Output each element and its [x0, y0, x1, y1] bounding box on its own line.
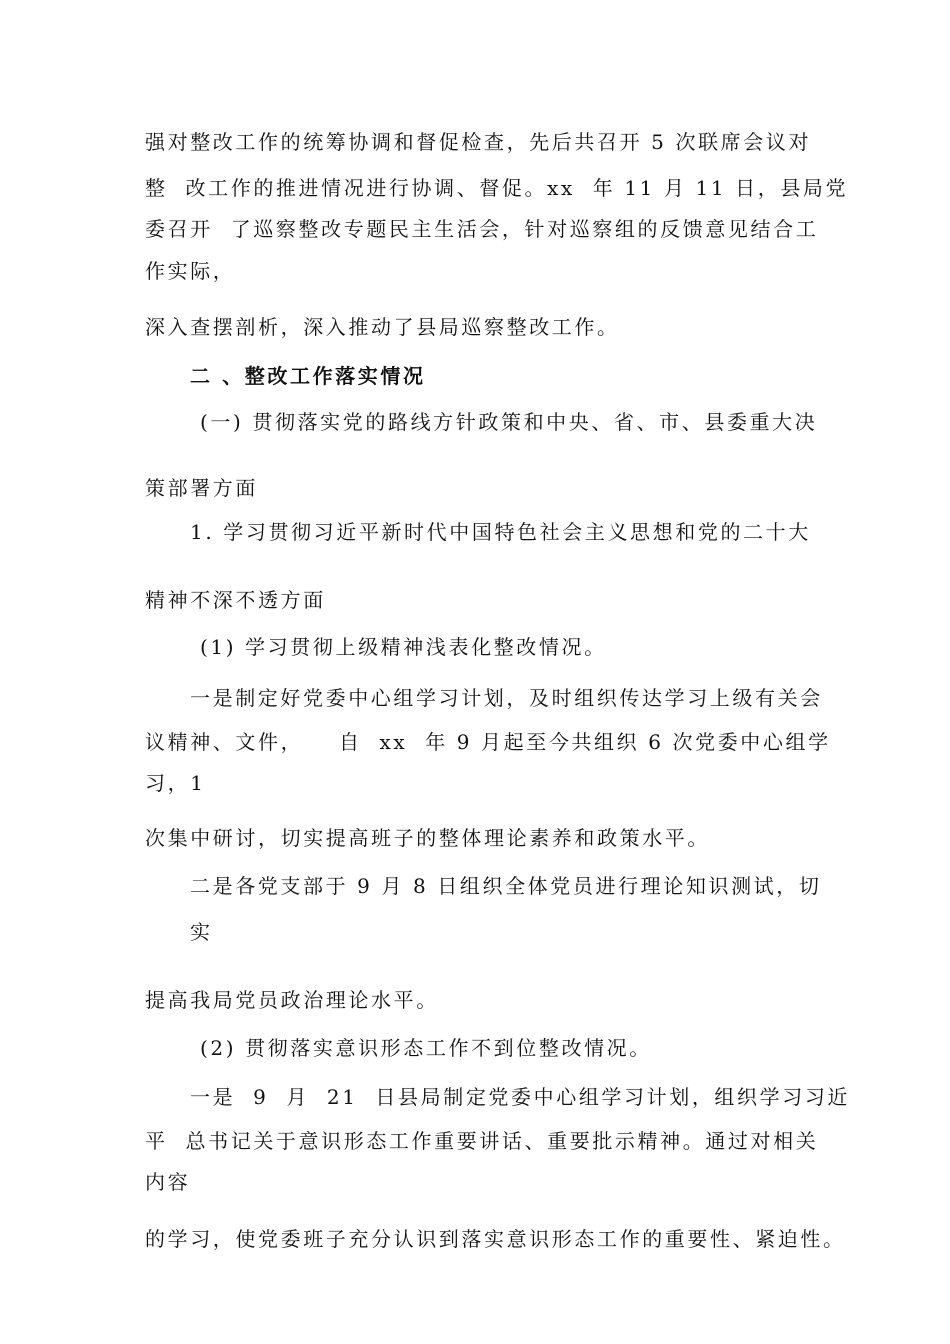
paragraph-line: 实 — [190, 920, 213, 944]
paragraph-line: 策部署方面 — [145, 476, 258, 500]
paragraph-line: 精神不深不透方面 — [145, 588, 326, 612]
paragraph-line: 内容 — [145, 1170, 191, 1194]
item-heading: (2) 贯彻落实意识形态工作不到位整改情况。 — [200, 1036, 652, 1060]
paragraph-line: 议精神、文件， 自 xx 年 9 月起至今共组织 6 次党委中心组学 — [145, 730, 831, 754]
paragraph-line: 一是 9 月 21 日县局制定党委中心组学习计划，组织学习习近 — [190, 1085, 851, 1109]
subsection-heading: (一) 贯彻落实党的路线方针政策和中央、省、市、县委重大决 — [200, 410, 818, 434]
paragraph-line: 习，1 — [145, 771, 206, 795]
paragraph-line: 提高我局党员政治理论水平。 — [145, 988, 439, 1012]
paragraph-line: 深入查摆剖析，深入推动了县局巡察整改工作。 — [145, 315, 620, 339]
paragraph-line: 整 改工作的推进情况进行协调、督促。xx 年 11 月 11 日，县局党 — [145, 176, 849, 200]
section-heading: 二 、整改工作落实情况 — [190, 364, 426, 388]
paragraph-line: 二是各党支部于 9 月 8 日组织全体党员进行理论知识测试，切 — [190, 874, 822, 898]
paragraph-line: 强对整改工作的统筹协调和督促检查，先后共召开 5 次联席会议对 — [145, 130, 812, 154]
paragraph-line: 的学习，使党委班子充分认识到落实意识形态工作的重要性、紧迫性。 — [145, 1227, 846, 1251]
paragraph-line: 次集中研讨，切实提高班子的整体理论素养和政策水平。 — [145, 826, 710, 850]
paragraph-line: 委召开 了巡察整改专题民主生活会，针对巡察组的反馈意见结合工 — [145, 217, 819, 241]
item-heading: (1) 学习贯彻上级精神浅表化整改情况。 — [200, 635, 607, 659]
paragraph-line: 一是制定好党委中心组学习计划，及时组织传达学习上级有关会 — [190, 686, 823, 710]
item-heading: 1. 学习贯彻习近平新时代中国特色社会主义思想和党的二十大 — [190, 520, 811, 544]
paragraph-line: 作实际， — [145, 259, 236, 283]
paragraph-line: 平 总书记关于意识形态工作重要讲话、重要批示精神。通过对相关 — [145, 1129, 819, 1153]
